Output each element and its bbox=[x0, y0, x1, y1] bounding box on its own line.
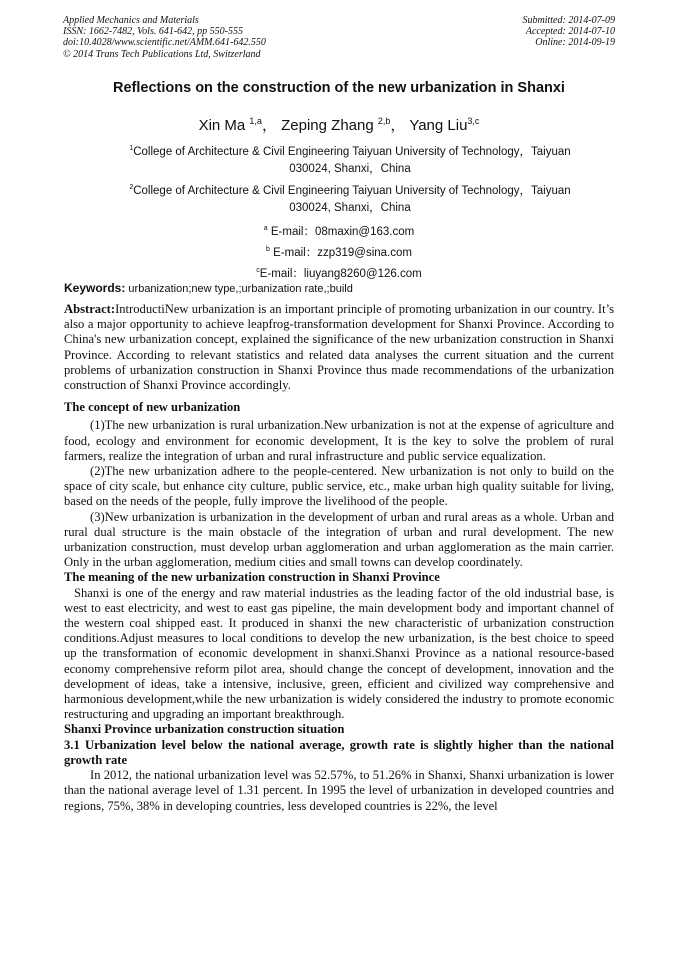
paper-title: Reflections on the construction of the new urbanization in Shanxi bbox=[113, 80, 565, 96]
keywords-label: Keywords: bbox=[64, 281, 126, 295]
email-line bbox=[40, 262, 638, 283]
abstract-text: IntroductiNew urbanization is an important principle of promoting urbanization in our country. It’s also a major opportunity to achieve leapfrog-transformation development for Shanxi Province. According to China's new urbanization concept, explained the significance of the new urbanization construction in Shanxi Province. According to relevant statistics and related data analyses the current situation and the current problems of urbanization construction in Shanxi Province thus made recommendations of the urbanization construction of Shanxi Province accordingly. bbox=[64, 302, 614, 393]
affiliation-mark: 1 bbox=[129, 145, 134, 152]
abstract bbox=[64, 302, 614, 393]
email-address[interactable]: E-mail：08maxin@163.com bbox=[267, 225, 415, 238]
section-heading: Shanxi Province urbanization construction situation bbox=[64, 722, 345, 737]
accepted-date: Accepted: 2014-07-10 bbox=[525, 26, 615, 38]
author-name: Xin Ma bbox=[198, 117, 246, 134]
author-separator: ， bbox=[390, 117, 406, 134]
email-list bbox=[40, 220, 638, 282]
email-mark: c bbox=[256, 266, 260, 274]
journal-name: Applied Mechanics and Materials bbox=[63, 15, 199, 26]
paper-body bbox=[64, 302, 614, 814]
author-affiliation-mark: 2,b bbox=[377, 116, 391, 126]
journal-header-left bbox=[63, 15, 266, 60]
affiliation-line: College of Architecture & Civil Engineering Taiyuan University of Technology，Taiyuan bbox=[133, 184, 571, 197]
journal-header-right bbox=[523, 15, 616, 49]
section-heading: The concept of new urbanization bbox=[64, 400, 241, 415]
paragraph: In 2012, the national urbanization level was 52.57%, to 51.26% in Shanxi, Shanxi urbanization is lower than the national average level of 1.31 percent. In 1995 the level of urbanization in developed countries and regions, 75%, 38% in developing countries, less developed countries is 22%, the level bbox=[64, 768, 614, 813]
abstract-label: Abstract: bbox=[64, 302, 116, 316]
author-name: Zeping Zhang bbox=[281, 117, 374, 134]
author-separator: ， bbox=[261, 117, 277, 134]
email-mark: a bbox=[263, 225, 268, 232]
author-affiliation-mark: 3,c bbox=[467, 116, 480, 126]
paragraph: Shanxi is one of the energy and raw material industries as the leading factor of the old industrial base, is west to east electricity, and west to east gas pipeline, the main development body and important channel of the western coal shipped east. It produced in shanxi the new characteristic of urbanization construction conditions.Adjust measures to local conditions to develop the new urbanization, is the best choice to speed up the transformation of economic development in shanxi.Shanxi Province as a national resource-based economy comprehensive reform pilot area, should change the concept of development, innovation and the development of ideas, take a intensive, inclusive, green, efficient and civilized way comprehensive and harmonious development,while the new urbanization is widely considered the industry to promote economic restructuring and upgrading an important breakthrough. bbox=[64, 585, 614, 722]
author-affiliation-mark: 1,a bbox=[249, 116, 262, 126]
section-heading: The meaning of the new urbanization construction in Shanxi Province bbox=[64, 570, 440, 585]
affiliation-2 bbox=[100, 179, 600, 217]
email-address[interactable]: E-mail：zzp319@sina.com bbox=[269, 246, 412, 259]
copyright-line: © 2014 Trans Tech Publications Ltd, Switzerland bbox=[63, 48, 261, 60]
subsection-heading: 3.1 Urbanization level below the national average, growth rate is slightly higher than the national growth rate bbox=[64, 737, 614, 767]
online-date: Online: 2014-09-19 bbox=[535, 37, 615, 49]
doi-line: doi:10.4028/www.scientific.net/AMM.641-642.550 bbox=[63, 37, 266, 49]
author-name: Yang Liu bbox=[409, 117, 468, 134]
affiliation-line: 030024, Shanxi，China bbox=[289, 162, 411, 175]
author-list bbox=[40, 114, 638, 135]
email-line bbox=[40, 241, 638, 262]
submitted-date: Submitted: 2014-07-09 bbox=[522, 15, 615, 26]
paragraph: (3)New urbanization is urbanization in the development of urban and rural areas as a whole. Urban and rural dual structure is the main obstacle of the integration of urban and rural development. The new urbanization construction, must develop urban agglomeration and urban agglomeration as the main carrier. Only in the urban agglomeration, medium cities and small towns can develop coordinately. bbox=[64, 509, 614, 570]
keywords bbox=[64, 281, 353, 295]
affiliation-line: College of Architecture & Civil Engineering Taiyuan University of Technology，Taiyuan bbox=[133, 145, 571, 158]
email-address[interactable]: E-mail：liuyang8260@126.com bbox=[259, 267, 422, 280]
issn-line: ISSN: 1662-7482, Vols. 641-642, pp 550-555 bbox=[63, 26, 243, 38]
affiliation-mark: 2 bbox=[129, 184, 134, 191]
affiliation-1 bbox=[100, 140, 600, 178]
email-line bbox=[40, 220, 638, 241]
paragraph: (2)The new urbanization adhere to the people-centered. New urbanization is not only to build on the space of city scale, but enhance city culture, public service, etc., make urban high quality suitable for living, based on the needs of the people, fully improve the livelihood of the people. bbox=[64, 464, 614, 509]
email-mark: b bbox=[266, 245, 270, 253]
keywords-text: urbanization;new type,;urbanization rate,;build bbox=[125, 283, 353, 295]
affiliation-line: 030024, Shanxi，China bbox=[289, 201, 411, 214]
paragraph: (1)The new urbanization is rural urbanization.New urbanization is not at the expense of agriculture and food, ecology and environment for economic development, It is the key to solve the problem of rural farmers, realize the integration of urban and rural infrastructure and public service equalization. bbox=[64, 418, 614, 463]
